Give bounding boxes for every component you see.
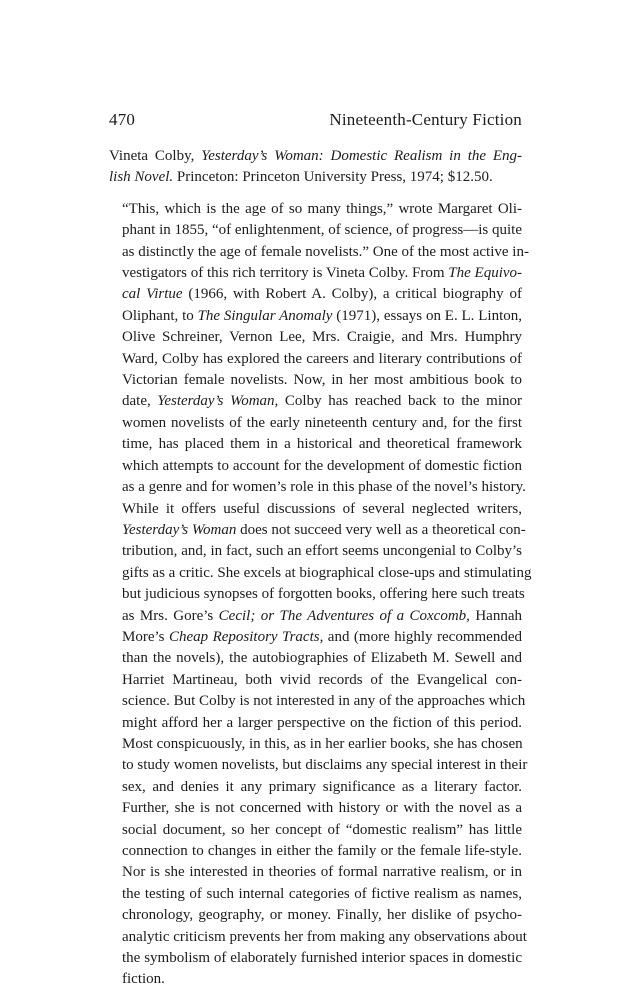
text-line: than the novels), the autobiographies of Elizabeth M. Sewell and <box>122 650 522 667</box>
book-title: Yesterday’s Woman <box>122 521 237 538</box>
text-segment: (1966, with Robert A. Colby), a critical biography of <box>182 286 522 303</box>
text-line: might afford her a larger perspective on the fiction of this period. <box>122 714 522 731</box>
text-segment: date, <box>122 393 158 410</box>
text-line: analytic criticism prevents her from making any observations about <box>122 928 527 945</box>
citation-line <box>109 167 522 188</box>
document-page <box>109 110 532 991</box>
text-segment: Oliphant, to <box>122 307 198 324</box>
text-line: tribution, and, in fact, such an effort seems uncongenial to Colby’s <box>122 543 522 560</box>
citation-line <box>109 146 522 167</box>
text-line: social document, so her concept of “domestic realism” has little <box>122 821 522 838</box>
text-line: but judicious synopses of forgotten books, offering here such treats <box>122 586 525 603</box>
text-line: phant in 1855, “of enlightenment, of science, of progress—is quite <box>122 222 522 239</box>
book-title: Yesterday’s Woman, <box>157 393 279 410</box>
text-line: “This, which is the age of so many things,” wrote Margaret Oli- <box>122 200 522 217</box>
book-citation <box>109 146 522 189</box>
text-line: the testing of such internal categories of fictive realism as names, <box>122 885 522 902</box>
review-paragraph-2 <box>109 499 532 991</box>
text-line <box>109 606 522 627</box>
book-title: The Equivo- <box>448 265 523 282</box>
journal-title: Nineteenth-Century Fiction <box>329 110 522 129</box>
text-line: Ward, Colby has explored the careers and literary contributions of <box>122 350 522 367</box>
text-line: the symbolism of elaborately furnished interior spaces in domestic <box>122 950 522 967</box>
citation-publisher: Princeton: Princeton University Press, 1974; $12.50. <box>176 169 493 186</box>
text-segment: as Mrs. Gore’s <box>122 607 219 624</box>
text-line: to study women novelists, but disclaims any special interest in their <box>122 757 528 774</box>
text-line: gifts as a critic. She excels at biographical close-ups and stimulating <box>122 564 532 581</box>
text-line: women novelists of the early nineteenth century and, for the first <box>122 414 522 431</box>
book-title: Cheap Repository Tracts, <box>168 628 324 645</box>
text-segment: Hannah <box>469 607 522 624</box>
citation-title: Yesterday’s Woman: Domestic Realism in the Eng- <box>201 148 523 164</box>
text-line: Further, she is not concerned with history or with the novel as a <box>122 800 522 817</box>
review-paragraph-1 <box>109 199 529 499</box>
text-line: time, has placed them in a historical and theoretical framework <box>122 436 522 453</box>
text-line: Victorian female novelists. Now, in her most ambitious book to <box>122 372 522 389</box>
text-line <box>109 520 526 541</box>
text-segment: More’s <box>122 628 169 645</box>
book-title: Cecil; or The Adventures of a Coxcomb, <box>218 607 470 624</box>
text-segment: (1971), essays on E. L. Linton, <box>332 307 522 324</box>
text-line: as distinctly the age of female novelists.” One of the most active in- <box>122 243 529 260</box>
text-line <box>109 627 522 648</box>
running-head <box>109 110 522 130</box>
page-number: 470 <box>109 110 136 129</box>
text-line: as a genre and for women’s role in this phase of the novel’s history. <box>122 479 526 496</box>
text-line: which attempts to account for the development of domestic fiction <box>122 457 522 474</box>
text-line: chronology, geography, or money. Finally, her dislike of psycho- <box>122 907 522 924</box>
book-title: The Singular Anomaly <box>197 307 333 324</box>
text-line: science. But Colby is not interested in any of the approaches which <box>122 693 526 710</box>
text-segment: vestigators of this rich territory is Vineta Colby. From <box>122 265 449 282</box>
text-line <box>109 263 522 284</box>
text-segment: does not succeed very well as a theoretical con- <box>236 521 526 538</box>
text-line: Nor is she interested in theories of formal narrative realism, or in <box>122 864 522 881</box>
text-line <box>109 284 522 305</box>
text-segment: Colby has reached back to the minor <box>278 393 523 410</box>
text-line: fiction. <box>122 971 165 988</box>
text-line: Harriet Martineau, both vivid records of the Evangelical con- <box>122 671 522 688</box>
text-line: While it offers useful discussions of several neglected writers, <box>122 500 522 517</box>
citation-author: Vineta Colby, <box>109 148 195 164</box>
text-line: connection to changes in either the family or the female life-style. <box>122 843 522 859</box>
citation-title-cont: lish Novel. <box>109 169 174 186</box>
text-line: sex, and denies it any primary significance as a literary factor. <box>122 778 522 795</box>
text-line: Olive Schreiner, Vernon Lee, Mrs. Craigie, and Mrs. Humphry <box>122 329 522 346</box>
text-line <box>109 306 522 327</box>
text-line: Most conspicuously, in this, as in her earlier books, she has chosen <box>122 735 523 752</box>
text-segment: and (more highly recommended <box>323 628 522 645</box>
text-line <box>109 391 522 412</box>
book-title: cal Virtue <box>122 286 183 303</box>
